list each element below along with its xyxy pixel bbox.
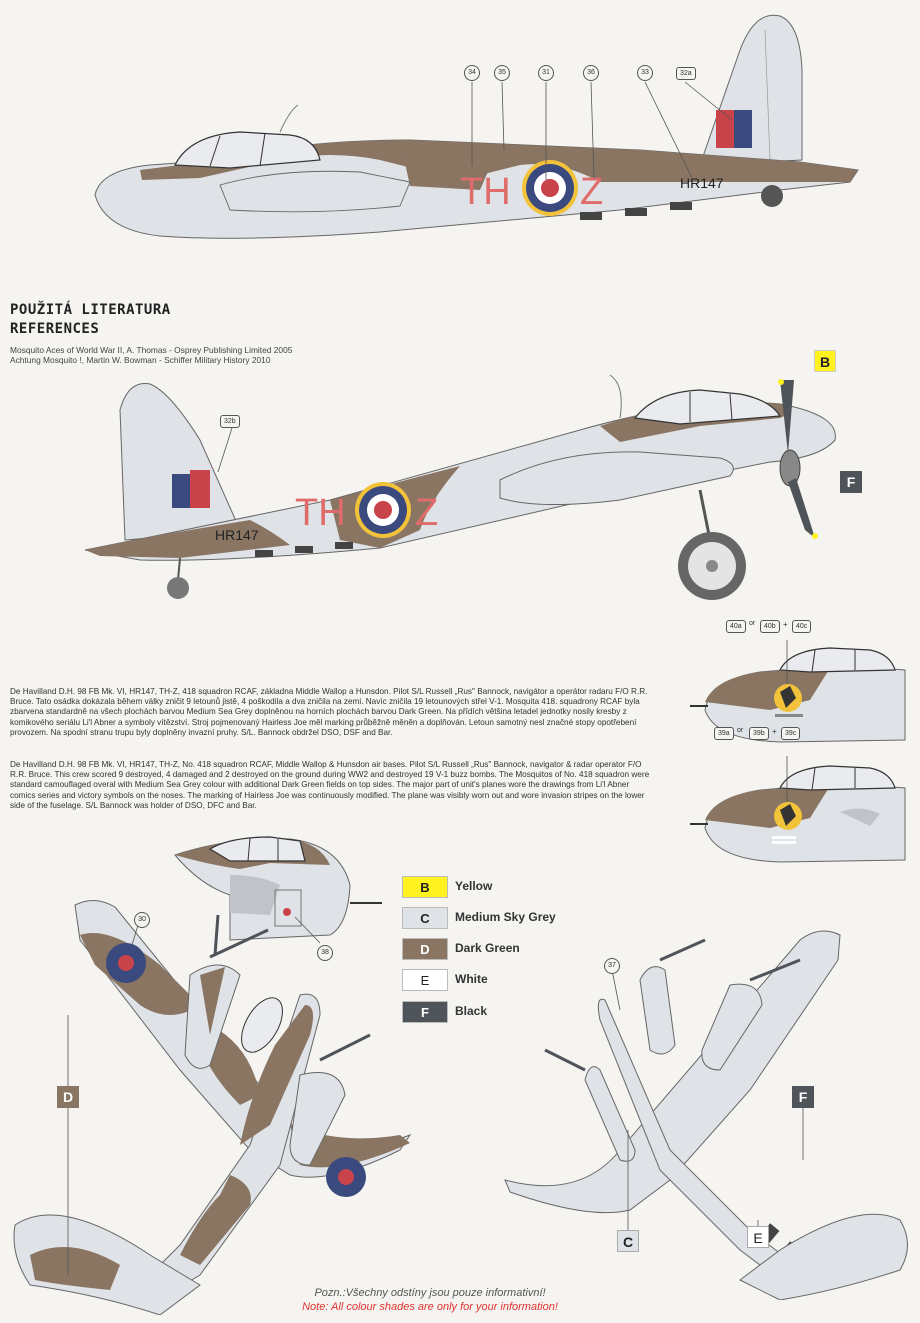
callout-32a: 32a — [676, 67, 696, 80]
callout-38: 38 — [317, 945, 333, 961]
callout-33: 33 — [637, 65, 653, 81]
callout-34: 34 — [464, 65, 480, 81]
note-cz: Pozn.:Všechny odstíny jsou pouze informativní! — [314, 1287, 546, 1299]
callout-31: 31 — [538, 65, 554, 81]
callout-32b: 32b — [220, 415, 240, 428]
legend-row-medium-sky-grey — [402, 907, 602, 929]
color-marker-c: C — [617, 1230, 639, 1252]
callout-35: 35 — [494, 65, 510, 81]
references-heading-en: REFERENCES — [10, 321, 100, 337]
nose-art-view-2 — [690, 756, 910, 868]
note-en: Note: All colour shades are only for your information! — [302, 1301, 558, 1313]
callout-plus-2: + — [772, 727, 777, 736]
legend-swatch-white: E — [402, 969, 448, 991]
plan-view-lower — [500, 930, 920, 1300]
callout-40c: 40c — [792, 620, 811, 633]
reference-item-1: Mosquito Aces of World War II, A. Thomas - Osprey Publishing Limited 2005 — [10, 345, 293, 355]
color-marker-b: B — [814, 350, 836, 372]
serial-top: HR147 — [680, 175, 724, 191]
code-right-mid: Z — [415, 492, 439, 534]
callout-30: 30 — [134, 912, 150, 928]
legend-swatch-medium-sky-grey: C — [402, 907, 448, 929]
callout-36: 36 — [583, 65, 599, 81]
color-marker-f-side: F — [840, 471, 862, 493]
callout-or-2: or — [737, 727, 744, 734]
description-cz: De Havilland D.H. 98 FB Mk. VI, HR147, TH-Z, 418 squadron RCAF, základna Middle Wallop a Hunsdon. Pilot S/L Russell „Rus" Bannock, navigátor a operátor radaru F/O R.R. Bruce. Tato osádka dokázala během války zničit 9 letounů jistě, 4 poškodila a dva zničila na zemi. Navíc zničila 19 letounových střel V-1. Mosquita 418. squadrony RCAF byla zbarvena standardně na všech plochách barvou Medium Sea Grey doplněnou na horních plochách barvou Dark Green. Na přídích většina letadel jednotky nosily kresby z komikového seriálu Li'l Abner a symboly vítězství. Stroj pojmenovaný Hairless Joe měl marking průběžně měněn a doplňován. Letoun samotný nesl značné stopy opotřebení provozem. Na spodní stranu trupu byly doplněny invazní pruhy. S/L. Bannock obdržel DSO, DSF and Bar. — [10, 687, 648, 737]
callout-40a: 40a — [726, 620, 746, 633]
side-view-right — [80, 370, 860, 610]
callout-39a: 39a — [714, 727, 734, 740]
code-left-top: TH — [460, 171, 511, 213]
serial-mid: HR147 — [215, 527, 259, 543]
color-marker-d: D — [57, 1086, 79, 1108]
legend-label-yellow: Yellow — [455, 879, 493, 893]
callout-or-1: or — [749, 620, 756, 627]
color-marker-e: E — [747, 1226, 769, 1248]
legend-swatch-black: F — [402, 1001, 448, 1023]
legend-label-dark-green: Dark Green — [455, 941, 520, 955]
code-right-top: Z — [580, 171, 604, 213]
callout-40b: 40b — [760, 620, 780, 633]
callout-39c: 39c — [781, 727, 800, 740]
callout-39b: 39b — [749, 727, 769, 740]
reference-item-2: Achtung Mosquito !, Martin W. Bowman - Schiffer Military History 2010 — [10, 355, 271, 365]
side-view-left — [80, 10, 880, 250]
legend-label-black: Black — [455, 1004, 488, 1018]
legend-swatch-yellow: B — [402, 876, 448, 898]
callout-plus-1: + — [783, 620, 788, 629]
legend-row-yellow — [402, 876, 602, 898]
code-left-mid: TH — [295, 492, 346, 534]
legend-swatch-dark-green: D — [402, 938, 448, 960]
callout-37: 37 — [604, 958, 620, 974]
color-marker-f-lower: F — [792, 1086, 814, 1108]
legend-label-medium-sky-grey: Medium Sky Grey — [455, 910, 556, 924]
legend-label-white: White — [455, 972, 488, 986]
description-en: De Havilland D.H. 98 FB Mk. VI, HR147, TH-Z, No. 418 squadron RCAF, Middle Wallop & Hunsdon air bases. Pilot S/L Russell „Rus" Bannock, navigator & radar operator F/O R.R. Bruce. This crew scored 9 destroyed, 4 damaged and 2 destroyed on the ground during WW2 and destroyed 19 V-1 buzz bombs. The Mosquitos of No. 418 squadron were standard camouflaged overal with Medium Sea Grey colour with additional Dark Green fields on top sides. The major part of unit's planes wore the drawings from Li'l Abner comics series and victory symbols on the noses. The marking of Hairless Joe was continuously modified. The plane was visibly worn out and wore invasion stripes on the lower side of the fuselage. S/L Bannock was holder of DSO, DFC and Bar. — [10, 760, 650, 810]
references-heading-cz: POUŽITÁ LITERATURA — [10, 302, 171, 318]
